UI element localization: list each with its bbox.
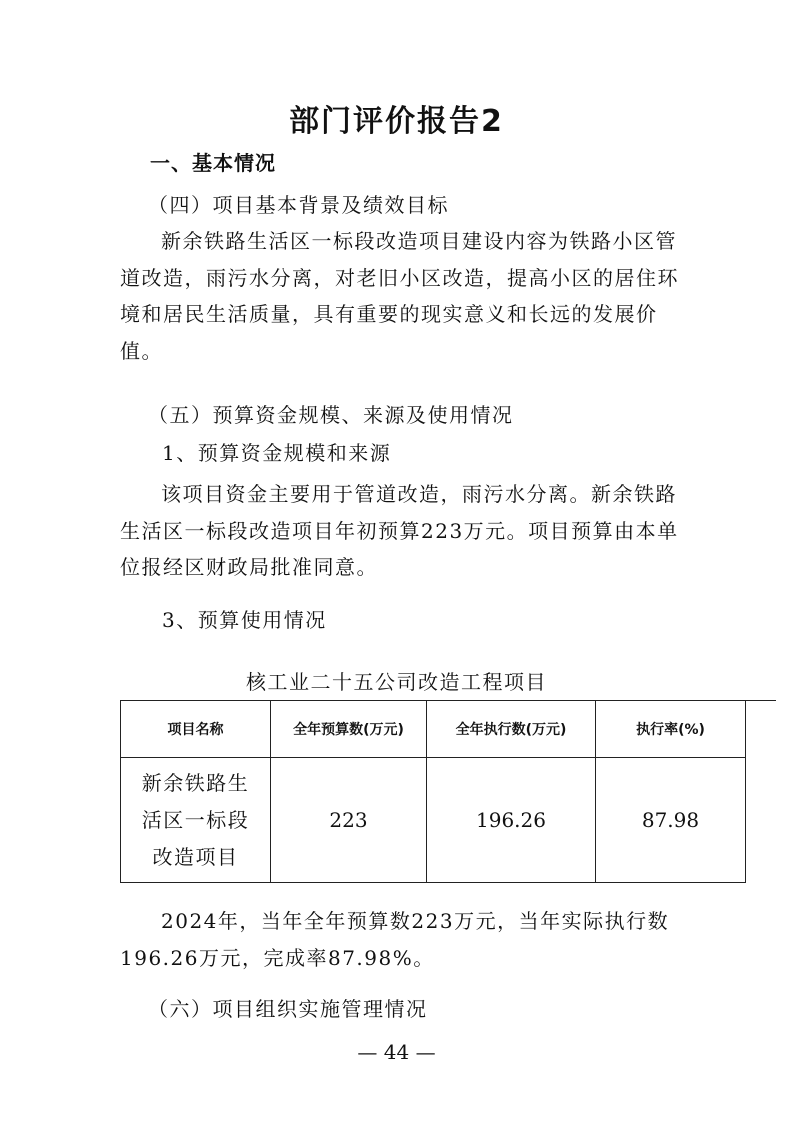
cell-budget: 223	[271, 758, 427, 883]
header-annual-budget: 全年预算数(万元)	[271, 701, 427, 758]
table-header-row	[121, 701, 777, 758]
cell-executed: 196.26	[427, 758, 596, 883]
cell-project-name	[121, 758, 271, 883]
header-execution-rate: 执行率(%)	[596, 701, 746, 758]
header-blank-cell	[746, 701, 777, 758]
item-heading-1: 1、预算资金规模和来源	[162, 441, 392, 465]
paragraph-budget-source: 该项目资金主要用于管道改造，雨污水分离。新余铁路生活区一标段改造项目年初预算223万元。项目预算由本单位报经区财政局批准同意。	[120, 482, 679, 579]
page-number: — 44 —	[357, 1040, 436, 1064]
paragraph-project-background: 新余铁路生活区一标段改造项目建设内容为铁路小区管道改造，雨污水分离，对老旧小区改造，提高小区的居住环境和居民生活质量，具有重要的现实意义和长远的发展价值。	[120, 229, 679, 363]
subsection-heading-6: （六）项目组织实施管理情况	[148, 997, 428, 1021]
item-heading-3: 3、预算使用情况	[162, 608, 327, 632]
section-heading-basic: 一、基本情况	[150, 151, 276, 175]
header-project-name: 项目名称	[121, 701, 271, 758]
header-annual-executed: 全年执行数(万元)	[427, 701, 596, 758]
subsection-heading-4: （四）项目基本背景及绩效目标	[148, 193, 449, 217]
table-caption: 核工业二十五公司改造工程项目	[246, 670, 547, 694]
project-name-text: 新余铁路生活区一标段改造项目	[141, 770, 250, 869]
paragraph-summary: 2024年，当年全年预算数223万元，当年实际执行数196.26万元，完成率87.98%。	[120, 909, 670, 970]
budget-table	[120, 700, 776, 883]
cell-rate: 87.98	[596, 758, 746, 883]
page-title: 部门评价报告2	[289, 104, 504, 139]
subsection-heading-5: （五）预算资金规模、来源及使用情况	[148, 403, 514, 427]
table-row	[121, 758, 777, 883]
